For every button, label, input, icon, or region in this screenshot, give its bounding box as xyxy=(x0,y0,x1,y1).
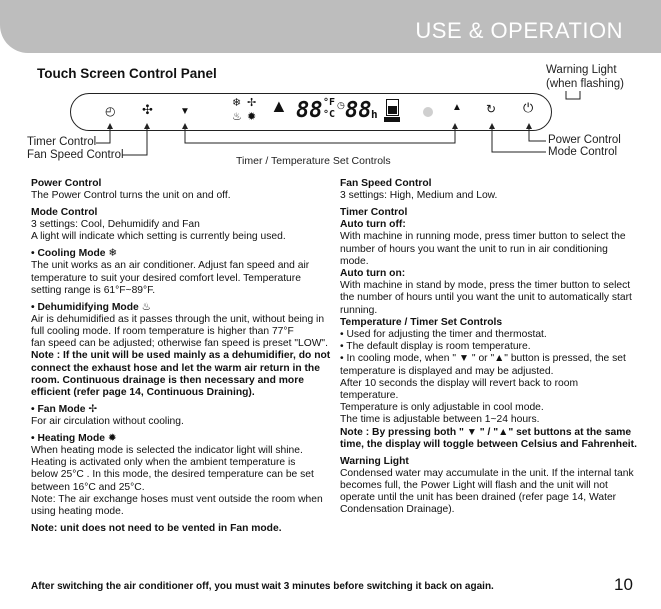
warning-light-label xyxy=(546,63,624,91)
timer-temperature-set-callout: Timer / Temperature Set Controls xyxy=(236,155,391,167)
right-column xyxy=(340,178,638,521)
dehumidifying-mode-heading: • Dehumidifying Mode xyxy=(31,301,139,313)
temp-timer-bullet-1: • Used for adjusting the timer and thermostat. xyxy=(340,329,547,341)
temp-timer-bullet-2: • The default display is room temperature. xyxy=(340,341,531,353)
lcd-display xyxy=(230,96,410,126)
header-band xyxy=(0,0,661,53)
auto-off-heading: Auto turn off: xyxy=(340,219,406,231)
heating-icon: ✹ xyxy=(247,111,257,123)
tank-label-icon xyxy=(384,117,400,122)
fan-mode-heading: • Fan Mode xyxy=(31,403,86,415)
down-arrow-icon[interactable]: ▼ xyxy=(180,106,190,117)
unit-f: °F xyxy=(323,97,336,108)
dehumidifying-note: Note : If the unit will be used mainly as a dehumidifier, do not connect the exhaust hose and let the warm air return in the room. Continuous drainage is then necessary and more efficient (refer page 14, Continuous Draining). xyxy=(31,350,331,399)
fan-mode-note: Note: unit does not need to be vented in Fan mode. xyxy=(31,522,282,534)
warning-light-label-line2: (when flashing) xyxy=(546,78,624,90)
mode-control-callout: Mode Control xyxy=(548,146,618,158)
temp-timer-bullet-3: • In cooling mode, when " ▼ " or "▲" button is pressed, the set temperature is displayed and may be adjusted. After 10 seconds the display will revert back to room temperature. Temperature is only adjustable in cool mode. The time is adjustable between 1~24 hours. xyxy=(340,353,626,426)
clock-icon: ◷ xyxy=(337,100,345,110)
cooling-mode-icon-inline: ❄ xyxy=(108,248,118,260)
fan-mode-icon: ✢ xyxy=(247,97,257,109)
auto-off-text: With machine in running mode, press timer button to select the number of hours you want the unit to run in air conditioning mode. xyxy=(340,231,626,267)
page-number: 10 xyxy=(614,575,633,594)
warning-light-label-line1: Warning Light xyxy=(546,64,617,76)
dehumidify-icon: ♨ xyxy=(232,111,242,123)
timer-control-callout: Timer Control xyxy=(27,136,97,148)
heating-icon-inline: ✹ xyxy=(107,432,117,444)
fan-mode-text: For air circulation without cooling. xyxy=(31,416,184,428)
tank-full-icon xyxy=(386,99,399,116)
power-icon[interactable]: ⏻ xyxy=(523,100,534,115)
power-control-callout: Power Control xyxy=(548,134,621,146)
auto-on-heading: Auto turn on: xyxy=(340,268,406,280)
timer-icon[interactable]: ◴ xyxy=(105,104,116,118)
temp-timer-note: Note : By pressing both " ▼ " / "▲" set buttons at the same time, the display will toggle between Celsius and Fahrenheit. xyxy=(340,426,637,450)
unit-c: °C xyxy=(323,109,336,120)
cooling-mode-heading: • Cooling Mode xyxy=(31,248,106,260)
hour-unit: h xyxy=(371,108,378,121)
power-control-heading: Power Control xyxy=(31,178,102,189)
mode-control-heading: Mode Control xyxy=(31,207,98,218)
temp-timer-heading: Temperature / Timer Set Controls xyxy=(340,316,503,328)
dehumidifying-mode-text: Air is dehumidified as it passes through the unit, without being in full cooling mode. If room temperature is higher than 77°F fan speed can be adjusted; otherwise fan speed is preset "LOW". xyxy=(31,313,328,350)
mode-icon[interactable]: ↻ xyxy=(486,102,497,116)
fan-speed-text: 3 settings: High, Medium and Low. xyxy=(340,190,498,202)
warning-light-text: Condensed water may accumulate in the unit. If the internal tank becomes full, the Power Light will flash and the unit will not operate until the unit has been drained (refer page 14, Water Condensation Drainage). xyxy=(340,467,634,516)
control-panel xyxy=(70,93,552,131)
heating-mode-text: When heating mode is selected the indicator light will shine. Heating is activated only when the ambient temperature is below 25°C . In this mode, the desired temperature can be set between 16°C and 25°C. Note: The air exchange hoses must vent outside the room when using heating mode. xyxy=(31,445,323,518)
section-title: USE & OPERATION xyxy=(415,18,623,43)
cooling-mode-text: The unit works as an air conditioner. Adjust fan speed and air temperature to suit your desired comfort level. Temperature setting range is 61°F~89°F. xyxy=(31,260,310,296)
indicator-light xyxy=(423,107,433,117)
mode-control-text: 3 settings: Cool, Dehumidify and Fan A light will indicate which setting is currently being used. xyxy=(31,219,286,243)
fan-icon[interactable]: ✣ xyxy=(142,102,153,117)
timer-control-heading: Timer Control xyxy=(340,207,408,218)
fan-speed-bars-icon: ▲ xyxy=(270,96,288,116)
warning-light-heading: Warning Light xyxy=(340,455,409,467)
timer-digits: 88 xyxy=(345,98,372,123)
fan-mode-icon-inline: ✢ xyxy=(88,403,98,415)
left-column xyxy=(31,178,331,540)
fan-speed-heading: Fan Speed Control xyxy=(340,178,432,189)
footer-note: After switching the air conditioner off, you must wait 3 minutes before switching it back on again. xyxy=(31,581,494,592)
fan-speed-control-callout: Fan Speed Control xyxy=(27,149,124,161)
temperature-digits: 88 xyxy=(296,98,323,123)
dehumidify-icon-inline: ♨ xyxy=(141,301,151,313)
panel-title: Touch Screen Control Panel xyxy=(37,66,217,81)
heating-mode-heading: • Heating Mode xyxy=(31,432,105,444)
power-control-text: The Power Control turns the unit on and off. xyxy=(31,190,231,202)
up-arrow-icon[interactable]: ▲ xyxy=(452,102,462,113)
auto-on-text: With machine in stand by mode, press the timer button to select the number of hours until you want the unit to automatically start running. xyxy=(340,280,632,316)
cooling-mode-icon: ❄ xyxy=(232,97,242,109)
